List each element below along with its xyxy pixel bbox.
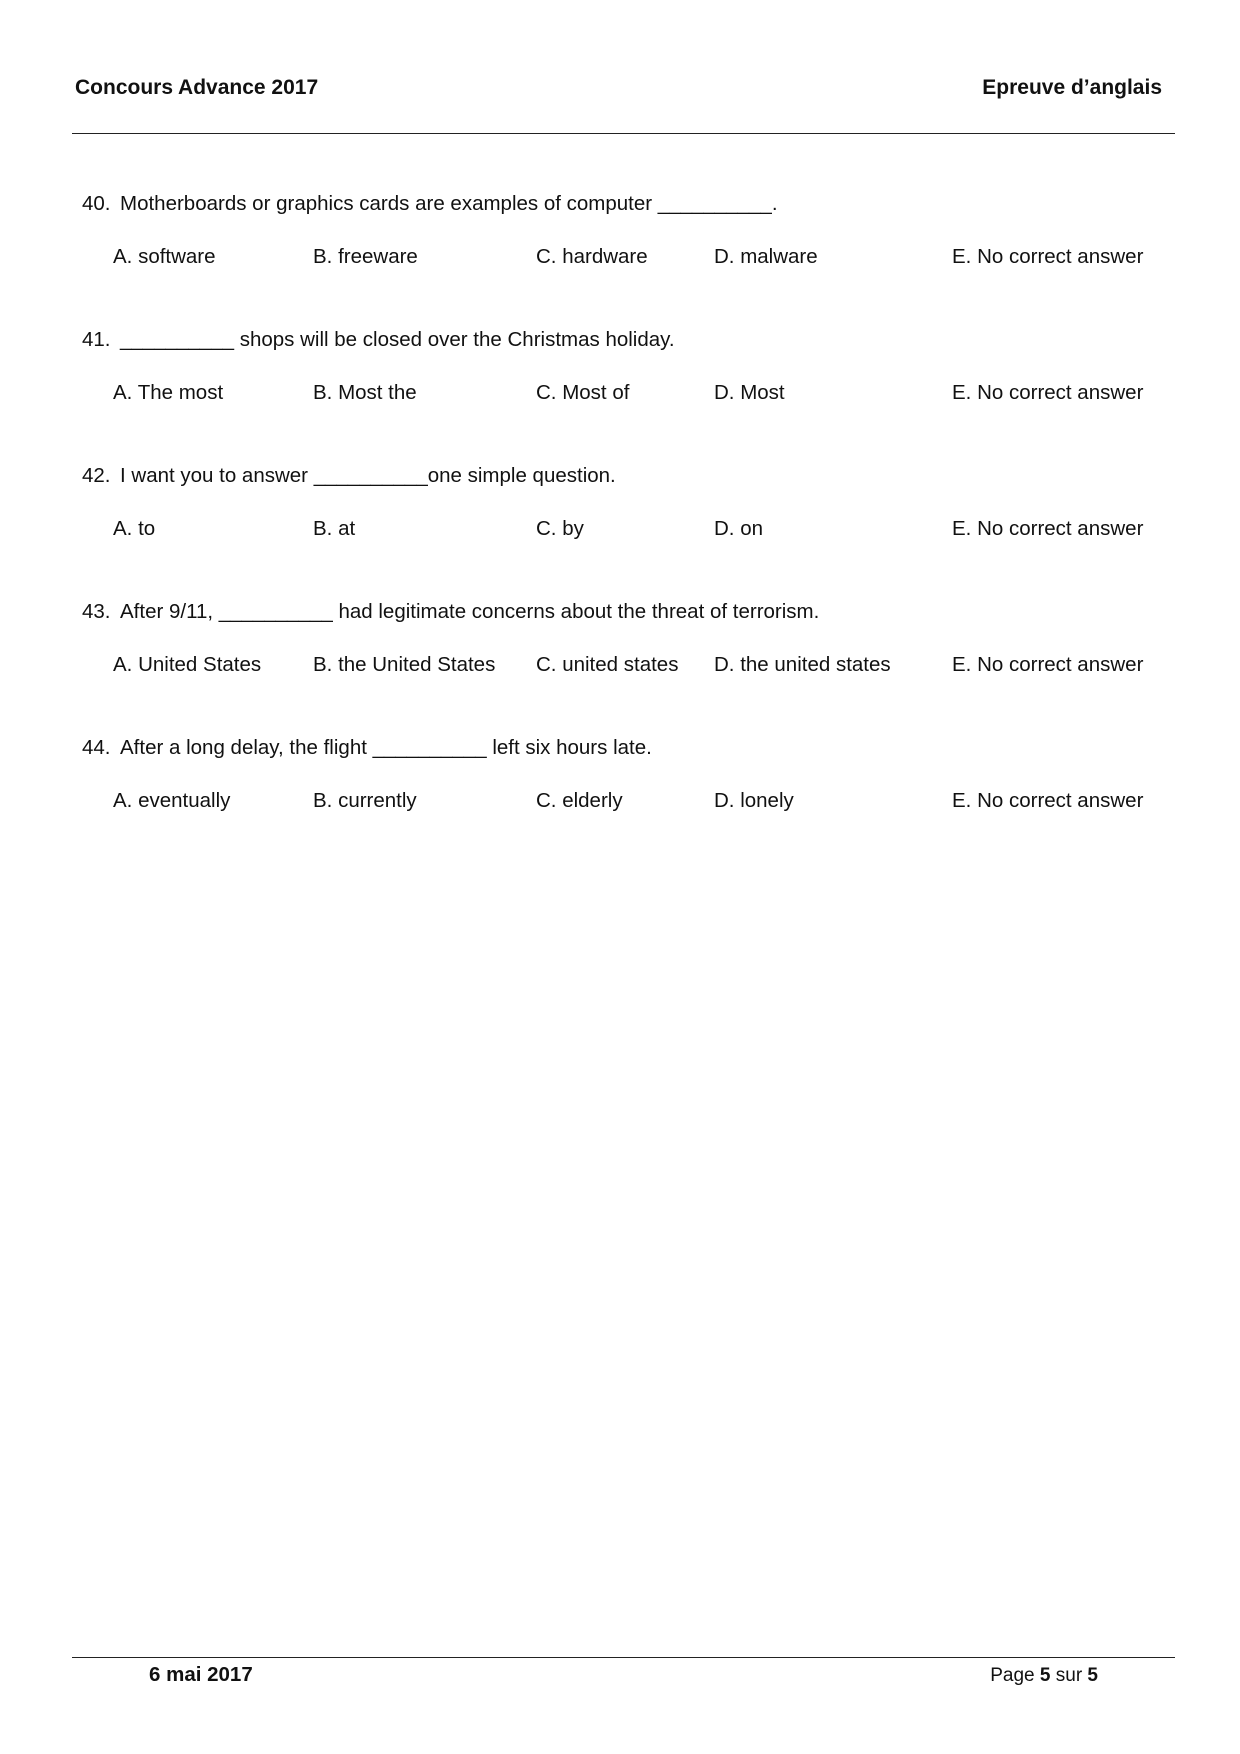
question-text: After a long delay, the flight __________ left six hours late. (120, 736, 652, 759)
question-stem (82, 191, 1182, 217)
question-stem (82, 463, 1182, 489)
question-number: 41. (82, 328, 111, 351)
option-e: E. No correct answer (952, 653, 1144, 676)
question-number: 40. (82, 192, 111, 215)
question-text: __________ shops will be closed over the Christmas holiday. (120, 328, 675, 351)
question-number: 44. (82, 736, 111, 759)
option-c: C. by (536, 517, 584, 540)
option-c: C. hardware (536, 245, 648, 268)
option-c: C. united states (536, 653, 679, 676)
option-b: B. freeware (313, 245, 418, 268)
options-row (82, 244, 1182, 270)
header-subject: Epreuve d’anglais (982, 76, 1162, 99)
option-e: E. No correct answer (952, 381, 1144, 404)
page-prefix: Page (990, 1665, 1040, 1686)
page-middle: sur (1050, 1665, 1088, 1686)
options-row (82, 516, 1182, 542)
options-row (82, 652, 1182, 678)
question-stem (82, 599, 1182, 625)
page-current: 5 (1039, 1665, 1051, 1686)
option-c: C. elderly (536, 789, 623, 812)
options-row (82, 788, 1182, 814)
option-e: E. No correct answer (952, 517, 1144, 540)
option-b: B. Most the (313, 381, 417, 404)
footer-date: 6 mai 2017 (149, 1663, 253, 1686)
page-indicator (990, 1665, 1098, 1687)
question-number: 43. (82, 600, 111, 623)
option-d: D. the united states (714, 653, 891, 676)
option-b: B. at (313, 517, 356, 540)
option-d: D. lonely (714, 789, 794, 812)
question-44 (82, 735, 1182, 814)
question-stem (82, 327, 1182, 353)
option-d: D. on (714, 517, 763, 540)
options-row (82, 380, 1182, 406)
option-d: D. Most (714, 381, 785, 404)
question-text: Motherboards or graphics cards are examples of computer __________. (120, 192, 778, 215)
question-42 (82, 463, 1182, 542)
option-e: E. No correct answer (952, 245, 1144, 268)
question-number: 42. (82, 464, 111, 487)
header-title: Concours Advance 2017 (75, 76, 319, 99)
option-a: A. software (113, 245, 216, 268)
option-e: E. No correct answer (952, 789, 1144, 812)
question-text: After 9/11, __________ had legitimate concerns about the threat of terrorism. (120, 600, 820, 623)
question-stem (82, 735, 1182, 761)
footer-divider (72, 1657, 1175, 1658)
option-d: D. malware (714, 245, 818, 268)
option-a: A. United States (113, 653, 262, 676)
option-b: B. the United States (313, 653, 496, 676)
option-a: A. The most (113, 381, 224, 404)
question-text: I want you to answer __________one simple question. (120, 464, 616, 487)
question-43 (82, 599, 1182, 678)
option-b: B. currently (313, 789, 417, 812)
header-divider (72, 133, 1175, 134)
option-a: A. eventually (113, 789, 231, 812)
question-40 (82, 191, 1182, 270)
question-41 (82, 327, 1182, 406)
option-c: C. Most of (536, 381, 630, 404)
page-total: 5 (1087, 1665, 1098, 1686)
option-a: A. to (113, 517, 156, 540)
